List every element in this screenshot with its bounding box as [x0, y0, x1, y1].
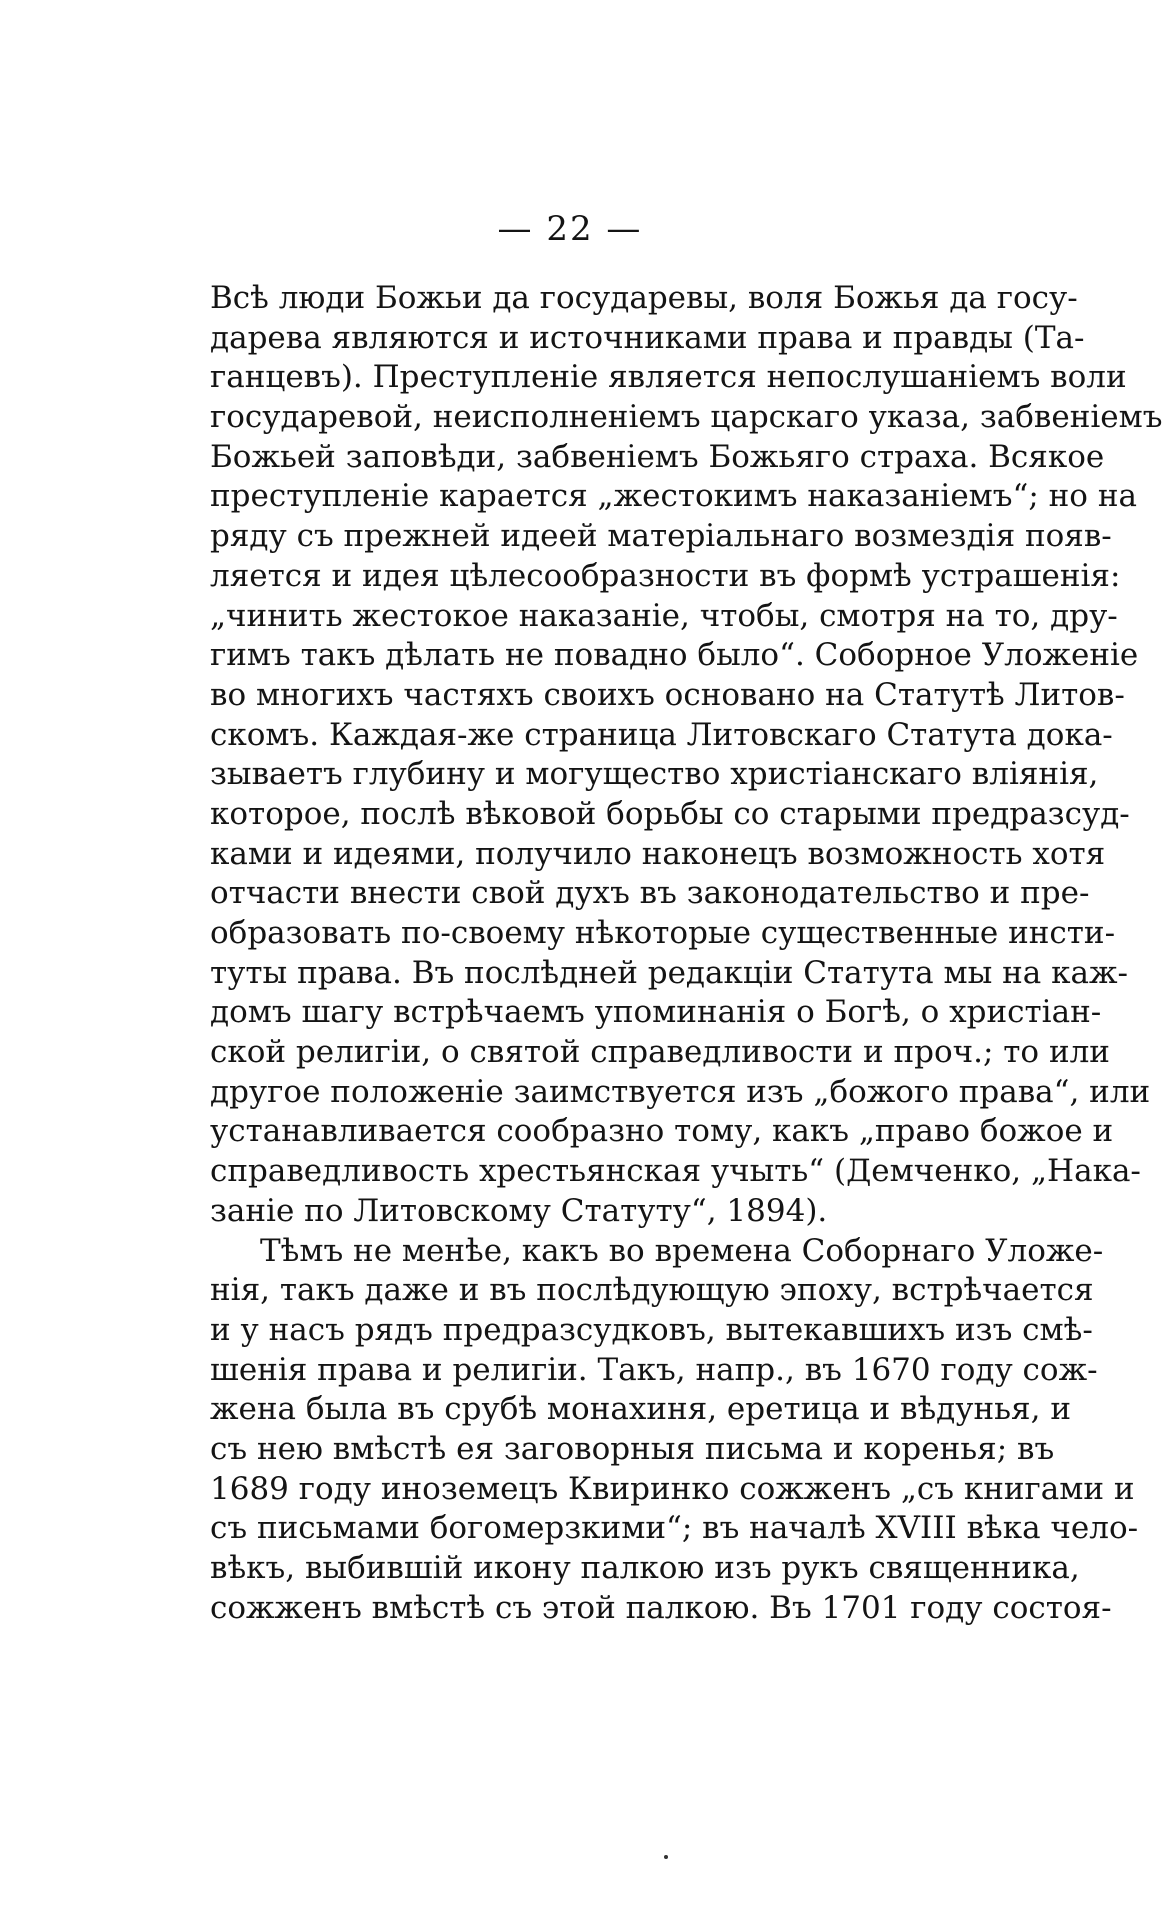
text-line: образовать по-своему нѣкоторые существенные инсти- [210, 915, 1116, 951]
text-line: другое положеніе заимствуется изъ „божого права“, или [210, 1073, 1151, 1110]
paragraph-1 [210, 279, 1162, 1232]
text-line: ками и идеями, получило наконецъ возможность хотя [210, 835, 1106, 872]
text-line: во многихъ частяхъ своихъ основано на Статутѣ Литов- [210, 676, 1125, 713]
scan-speck [664, 1855, 668, 1859]
text-line: сожженъ вмѣстѣ съ этой палкою. Въ 1701 году состоя- [210, 1589, 1112, 1626]
text-line: Тѣмъ не менѣе, какъ во времена Соборнаго Уложе- [260, 1232, 1104, 1269]
text-line: дарева являются и источниками права и правды (Та- [210, 319, 1085, 356]
text-line: Божьей заповѣди, забвеніемъ Божьяго страха. Всякое [210, 438, 1105, 475]
text-line: шенія права и религіи. Такъ, напр., въ 1670 году сож- [210, 1351, 1098, 1388]
text-line: домъ шагу встрѣчаемъ упоминанія о Богѣ, о христіан- [210, 994, 1102, 1031]
text-line: „чинить жестокое наказаніе, чтобы, смотря на то, дру- [210, 597, 1118, 634]
text-line: нія, такъ даже и въ послѣдующую эпоху, встрѣчается [210, 1272, 1094, 1309]
text-line: которое, послѣ вѣковой борьбы со старыми предразсуд- [210, 795, 1130, 832]
text-line: ской религіи, о святой справедливости и проч.; то или [210, 1034, 1110, 1071]
text-line: вѣкъ, выбившій икону палкою изъ рукъ священника, [210, 1550, 1080, 1586]
body-text [210, 279, 1162, 1628]
text-line: справедливость хрестьянская учыть“ (Демченко, „Нака- [210, 1153, 1141, 1190]
paragraph-2 [210, 1232, 1139, 1629]
text-line: съ нею вмѣстѣ ея заговорныя письма и коренья; въ [210, 1430, 1055, 1467]
text-line: отчасти внести свой духъ въ законодательство и пре- [210, 875, 1090, 912]
page-number: — 22 — [497, 209, 643, 249]
text-line: 1689 году иноземецъ Квиринко сожженъ „съ книгами и [210, 1470, 1135, 1507]
text-line: государевой, неисполненіемъ царскаго указа, забвеніемъ [210, 399, 1162, 436]
text-line: гимъ такъ дѣлать не повадно было“. Соборное Уложеніе [210, 637, 1139, 674]
text-line: скомъ. Каждая-же страница Литовскаго Статута дока- [210, 716, 1113, 753]
text-line: ганцевъ). Преступленіе является непослушаніемъ воли [210, 359, 1127, 396]
text-line: зываетъ глубину и могущество христіанскаго вліянія, [210, 756, 1099, 793]
text-line: жена была въ срубѣ монахиня, еретица и вѣдунья, и [210, 1391, 1071, 1428]
text-line: съ письмами богомерзкими“; въ началѣ XVIII вѣка чело- [210, 1510, 1139, 1547]
text-line: ляется и идея цѣлесообразности въ формѣ устрашенія: [210, 557, 1121, 594]
text-line: ряду съ прежней идеей матеріальнаго возмездія появ- [210, 518, 1112, 555]
text-line: туты права. Въ послѣдней редакціи Статута мы на каж- [210, 954, 1128, 991]
text-line: и у насъ рядъ предразсудковъ, вытекавшихъ изъ смѣ- [210, 1311, 1093, 1348]
text-line: устанавливается сообразно тому, какъ „право божое и [210, 1113, 1114, 1150]
text-line: Всѣ люди Божьи да государевы, воля Божья да госу- [210, 280, 1078, 316]
text-line: преступленіе карается „жестокимъ наказаніемъ“; но на [210, 478, 1137, 515]
text-line: заніе по Литовскому Статуту“, 1894). [210, 1192, 828, 1229]
